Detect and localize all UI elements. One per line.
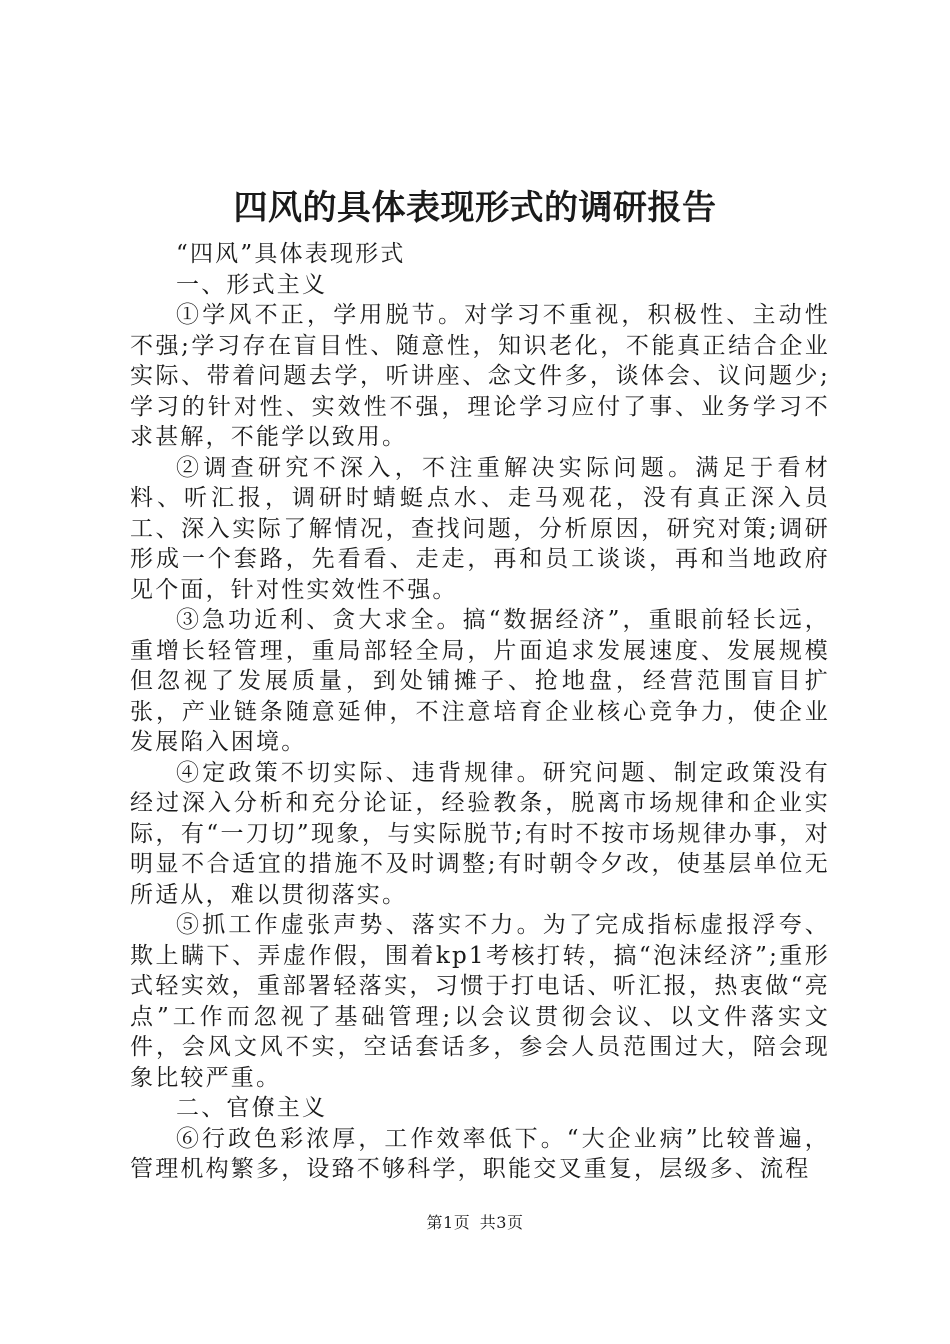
page-total: 共3页 (479, 1213, 524, 1232)
page-number: 第1页 (426, 1213, 471, 1232)
document-body (130, 239, 830, 1185)
document-title: 四风的具体表现形式的调研报告 (233, 188, 717, 228)
paragraph-item-6: ⑥行政色彩浓厚，工作效率低下。“大企业病”比较普遍，管理机构繁多，设臵不够科学，职能交叉重复，层级多、流程 (130, 1125, 830, 1182)
paragraph-subtitle: “四风”具体表现形式 (176, 241, 406, 267)
paragraph-item-4: ④定政策不切实际、违背规律。研究问题、制定政策没有经过深入分析和充分论证，经验教条，脱离市场规律和企业实际，有“一刀切”现象，与实际脱节;有时不按市场规律办事，对明显不合适宜的措施不及时调整;有时朝令夕改，使基层单位无所适从，难以贯彻落实。 (130, 759, 830, 908)
paragraph-item-1: ①学风不正，学用脱节。对学习不重视，积极性、主动性不强;学习存在盲目性、随意性，知识老化，不能真正结合企业实际、带着问题去学，听讲座、念文件多，谈体会、议问题少;学习的针对性、实效性不强，理论学习应付了事、业务学习不求甚解，不能学以致用。 (130, 302, 830, 450)
paragraph-item-5: ⑤抓工作虚张声势、落实不力。为了完成指标虚报浮夸、欺上瞒下、弄虚作假，围着kp1考核打转，搞“泡沫经济”;重形式轻实效，重部署轻落实，习惯于打电话、听汇报，热衷做“亮点”工作而忽视了基础管理;以会议贯彻会议、以文件落实文件，会风文风不实，空话套话多，参会人员范围过大，陪会现象比较严重。 (130, 912, 830, 1091)
section-heading-formalism: 一、形式主义 (176, 271, 328, 298)
page-footer (0, 1212, 950, 1234)
paragraph-item-3: ③急功近利、贪大求全。搞“数据经济”，重眼前轻长远，重增长轻管理，重局部轻全局，片面追求发展速度、发展规模但忽视了发展质量，到处铺摊子、抢地盘，经营范围盲目扩张，产业链条随意延伸，不注意培育企业核心竞争力，使企业发展陷入困境。 (130, 607, 830, 755)
section-heading-bureaucratism: 二、官僚主义 (176, 1095, 328, 1121)
paragraph-item-2: ②调查研究不深入，不注重解决实际问题。满足于看材料、听汇报，调研时蜻蜓点水、走马观花，没有真正深入员工、深入实际了解情况，查找问题，分析原因，研究对策;调研形成一个套路，先看看、走走，再和员工谈谈，再和当地政府见个面，针对性实效性不强。 (130, 454, 830, 603)
